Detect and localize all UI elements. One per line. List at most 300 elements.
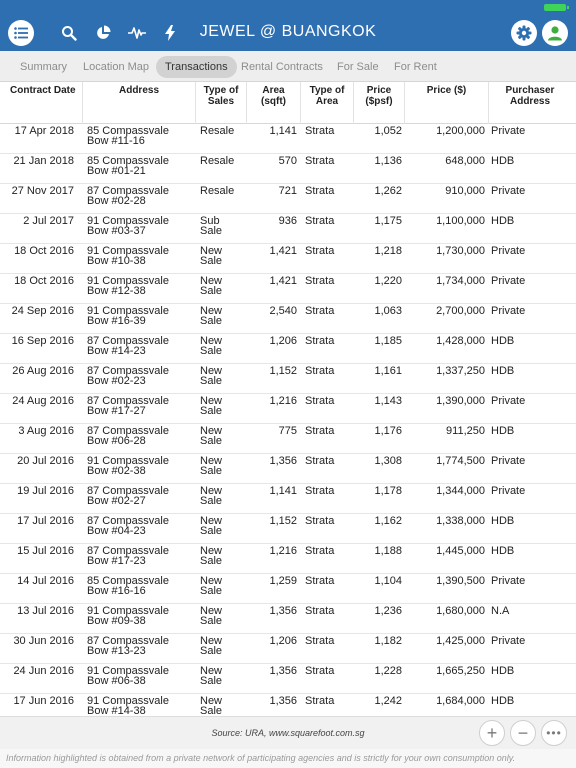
area-cell — [248, 276, 297, 286]
analytics-button[interactable] — [90, 20, 116, 46]
address-cell — [87, 426, 197, 446]
tab-location-map[interactable]: Location Map — [83, 61, 150, 73]
purchaser-address-cell-line: HDB — [491, 515, 515, 527]
contract-date-cell — [0, 636, 74, 646]
type-of-sales-cell — [200, 546, 244, 566]
address-cell-line: 91 Compassvale — [87, 275, 169, 287]
contract-date-cell-line: 27 Nov 2017 — [11, 185, 74, 197]
type-of-area-cell — [305, 156, 351, 166]
price-psf-cell-line: 1,228 — [374, 665, 402, 677]
type-of-sales-cell-line: Resale — [200, 125, 235, 137]
address-cell-line: Bow #14-23 — [87, 345, 146, 357]
column-header-area[interactable]: Area (sqft) — [247, 82, 301, 124]
address-cell-line: Bow #16-16 — [87, 585, 146, 597]
contract-date-cell — [0, 216, 74, 226]
price-cell-line: 1,425,000 — [436, 635, 485, 647]
area-cell-line: 1,356 — [269, 605, 297, 617]
price-cell — [405, 516, 485, 526]
price-psf-cell-line: 1,242 — [374, 695, 402, 707]
transactions-table[interactable] — [0, 124, 576, 716]
contract-date-cell-line: 13 Jul 2016 — [17, 605, 74, 617]
column-header-purchaser-address[interactable]: Purchaser Address — [505, 85, 555, 107]
type-of-area-cell — [305, 216, 351, 226]
price-cell — [405, 366, 485, 376]
price-cell-line: 1,428,000 — [436, 335, 485, 347]
area-cell-line: 1,356 — [269, 665, 297, 677]
table-row[interactable] — [0, 694, 576, 716]
purchaser-address-cell-line: Private — [491, 485, 526, 497]
contract-date-cell-line: 17 Apr 2018 — [14, 125, 74, 137]
price-cell-line: 1,100,000 — [436, 215, 485, 227]
address-cell-line: 91 Compassvale — [87, 455, 169, 467]
price-cell — [405, 126, 485, 136]
type-of-area-cell-line: Strata — [305, 455, 335, 467]
purchaser-address-cell — [491, 366, 571, 376]
address-cell-line: 87 Compassvale — [87, 365, 169, 377]
type-of-sales-cell — [200, 156, 244, 166]
purchaser-address-cell-line: HDB — [491, 155, 515, 167]
address-cell-line: 91 Compassvale — [87, 245, 169, 257]
area-cell-line: 1,206 — [269, 635, 297, 647]
user-icon — [547, 25, 563, 41]
column-header-price-psf[interactable]: Price ($psf) — [354, 82, 405, 124]
address-cell-line: 91 Compassvale — [87, 215, 169, 227]
address-cell — [87, 606, 197, 626]
type-of-area-cell — [305, 486, 351, 496]
contract-date-cell — [0, 516, 74, 526]
price-cell — [405, 246, 485, 256]
area-cell — [248, 126, 297, 136]
price-psf-cell-line: 1,161 — [374, 365, 402, 377]
area-cell — [248, 456, 297, 466]
address-cell — [87, 156, 197, 176]
table-row[interactable] — [0, 334, 576, 364]
price-psf-cell — [355, 306, 402, 316]
table-row[interactable] — [0, 424, 576, 454]
area-cell-line: 1,216 — [269, 545, 297, 557]
purchaser-address-cell — [491, 126, 571, 136]
type-of-sales-cell-line: New — [200, 545, 223, 557]
type-of-sales-cell — [200, 336, 244, 356]
area-cell — [248, 216, 297, 226]
type-of-area-cell — [305, 606, 351, 616]
type-of-sales-cell-line: Sale — [200, 405, 223, 417]
area-cell — [248, 666, 297, 676]
area-cell — [248, 696, 297, 706]
type-of-area-cell — [305, 336, 351, 346]
price-psf-cell — [355, 246, 402, 256]
address-cell-line: Bow #12-38 — [87, 285, 146, 297]
contract-date-cell-line: 16 Sep 2016 — [11, 335, 74, 347]
table-row[interactable] — [0, 514, 576, 544]
contract-date-cell — [0, 666, 74, 676]
price-cell — [405, 396, 485, 406]
contract-date-cell — [0, 246, 74, 256]
table-row[interactable] — [0, 544, 576, 574]
price-cell-line: 1,390,000 — [436, 395, 485, 407]
price-cell — [405, 546, 485, 556]
type-of-sales-cell-line: New — [200, 485, 223, 497]
type-of-area-cell — [305, 246, 351, 256]
address-cell — [87, 276, 197, 296]
purchaser-address-cell — [491, 156, 571, 166]
zoom-in-button[interactable]: + — [479, 720, 505, 746]
purchaser-address-cell-line: Private — [491, 185, 526, 197]
type-of-area-cell — [305, 546, 351, 556]
type-of-area-cell-line: Strata — [305, 245, 335, 257]
type-of-sales-cell — [200, 276, 244, 296]
type-of-sales-cell-line: Sale — [200, 375, 223, 387]
purchaser-address-cell-line: Private — [491, 575, 526, 587]
type-of-area-cell-line: Strata — [305, 275, 335, 287]
type-of-sales-cell-line: Sale — [200, 255, 223, 267]
purchaser-address-cell-line: Private — [491, 305, 526, 317]
table-row[interactable] — [0, 604, 576, 634]
contract-date-cell — [0, 156, 74, 166]
type-of-area-cell-line: Strata — [305, 335, 335, 347]
address-cell-line: Bow #06-38 — [87, 675, 146, 687]
type-of-sales-cell-line: Sale — [200, 585, 223, 597]
table-row[interactable] — [0, 664, 576, 694]
disclaimer — [0, 749, 576, 768]
type-of-area-cell — [305, 276, 351, 286]
area-cell-line: 1,152 — [269, 365, 297, 377]
contract-date-cell — [0, 306, 74, 316]
contract-date-cell — [0, 396, 74, 406]
purchaser-address-cell-line: HDB — [491, 335, 515, 347]
price-cell — [405, 486, 485, 496]
contract-date-cell — [0, 186, 74, 196]
contract-date-cell-line: 3 Aug 2016 — [18, 425, 74, 437]
price-psf-cell-line: 1,188 — [374, 545, 402, 557]
column-header-price[interactable]: Price ($) — [405, 82, 489, 124]
search-button[interactable] — [56, 20, 82, 46]
price-cell — [405, 456, 485, 466]
type-of-sales-cell-line: New — [200, 665, 223, 677]
type-of-sales-cell-line: New — [200, 245, 223, 257]
address-cell — [87, 546, 197, 566]
address-cell — [87, 126, 197, 146]
purchaser-address-cell — [491, 186, 571, 196]
type-of-sales-cell-line: Sale — [200, 645, 223, 657]
price-cell — [405, 426, 485, 436]
price-cell-line: 1,665,250 — [436, 665, 485, 677]
type-of-sales-cell-line: Sale — [200, 345, 223, 357]
type-of-sales-cell-line: New — [200, 365, 223, 377]
price-psf-cell — [355, 396, 402, 406]
column-header-address[interactable]: Address — [83, 82, 196, 124]
type-of-sales-cell-line: Sale — [200, 675, 223, 687]
price-psf-cell-line: 1,136 — [374, 155, 402, 167]
column-header-type-of-sales[interactable]: Type of Sales — [196, 82, 247, 124]
price-cell-line: 1,344,000 — [436, 485, 485, 497]
price-psf-cell — [355, 546, 402, 556]
type-of-sales-cell — [200, 606, 244, 626]
table-row[interactable] — [0, 124, 576, 154]
status-bar — [0, 0, 576, 14]
address-cell — [87, 216, 197, 236]
table-row[interactable] — [0, 364, 576, 394]
type-of-sales-cell-line: Sale — [200, 315, 223, 327]
purchaser-address-cell — [491, 666, 571, 676]
table-row[interactable] — [0, 394, 576, 424]
contract-date-cell — [0, 336, 74, 346]
price-cell — [405, 186, 485, 196]
price-cell-line: 911,250 — [446, 425, 485, 437]
type-of-sales-cell-line: New — [200, 305, 223, 317]
purchaser-address-cell-line: Private — [491, 635, 526, 647]
type-of-sales-cell-line: New — [200, 395, 223, 407]
area-cell — [248, 366, 297, 376]
price-cell — [405, 336, 485, 346]
profile-button[interactable] — [542, 20, 568, 46]
address-cell-line: 87 Compassvale — [87, 335, 169, 347]
address-cell-line: 87 Compassvale — [87, 635, 169, 647]
purchaser-address-cell-line: HDB — [491, 545, 515, 557]
price-cell-line: 1,390,500 — [436, 575, 485, 587]
area-cell-line: 1,259 — [269, 575, 297, 587]
area-cell — [248, 186, 297, 196]
type-of-area-cell — [305, 516, 351, 526]
price-psf-cell-line: 1,104 — [374, 575, 402, 587]
price-cell-line: 1,730,000 — [436, 245, 485, 257]
price-psf-cell — [355, 516, 402, 526]
purchaser-address-cell — [491, 576, 571, 586]
price-psf-cell-line: 1,182 — [374, 635, 402, 647]
tab-rental-contracts[interactable]: Rental Contracts — [241, 61, 323, 73]
type-of-sales-cell — [200, 696, 244, 716]
address-cell-line: Bow #01-21 — [87, 165, 146, 177]
contract-date-cell-line: 17 Jun 2016 — [13, 695, 74, 707]
price-cell-line: 1,680,000 — [436, 605, 485, 617]
address-cell — [87, 576, 197, 596]
contract-date-cell-line: 15 Jul 2016 — [17, 545, 74, 557]
price-psf-cell — [355, 606, 402, 616]
settings-button[interactable] — [511, 20, 537, 46]
type-of-area-cell — [305, 666, 351, 676]
area-cell-line: 1,206 — [269, 335, 297, 347]
type-of-sales-cell-line: New — [200, 335, 223, 347]
purchaser-address-cell — [491, 216, 571, 226]
price-cell-line: 1,338,000 — [436, 515, 485, 527]
area-cell-line: 1,141 — [269, 125, 297, 137]
table-row[interactable] — [0, 154, 576, 184]
type-of-area-cell-line: Strata — [305, 575, 335, 587]
address-cell-line: Bow #17-23 — [87, 555, 146, 567]
purchaser-address-cell-line: HDB — [491, 425, 515, 437]
type-of-area-cell-line: Strata — [305, 605, 335, 617]
type-of-area-cell — [305, 696, 351, 706]
table-row[interactable] — [0, 304, 576, 334]
area-cell — [248, 636, 297, 646]
purchaser-address-cell — [491, 336, 571, 346]
area-cell-line: 570 — [278, 155, 297, 167]
type-of-area-cell — [305, 396, 351, 406]
type-of-area-cell — [305, 126, 351, 136]
table-row[interactable] — [0, 634, 576, 664]
area-cell — [248, 546, 297, 556]
alerts-button[interactable] — [157, 20, 183, 46]
address-cell — [87, 456, 197, 476]
pie-chart-icon — [95, 25, 111, 41]
type-of-sales-cell — [200, 636, 244, 656]
type-of-area-cell-line: Strata — [305, 515, 335, 527]
address-cell-line: 87 Compassvale — [87, 425, 169, 437]
area-cell-line: 1,421 — [269, 275, 297, 287]
purchaser-address-cell — [491, 546, 571, 556]
address-cell-line: Bow #10-38 — [87, 255, 146, 267]
area-cell — [248, 336, 297, 346]
price-psf-cell-line: 1,176 — [374, 425, 402, 437]
address-cell-line: 87 Compassvale — [87, 545, 169, 557]
address-cell — [87, 186, 197, 206]
area-cell — [248, 516, 297, 526]
area-cell — [248, 486, 297, 496]
address-cell — [87, 336, 197, 356]
price-psf-cell — [355, 126, 402, 136]
address-cell-line: 91 Compassvale — [87, 665, 169, 677]
purchaser-address-cell-line: Private — [491, 395, 526, 407]
type-of-sales-cell — [200, 306, 244, 326]
type-of-sales-cell-line: New — [200, 605, 223, 617]
type-of-sales-cell-line: Sale — [200, 495, 223, 507]
price-cell-line: 1,200,000 — [436, 125, 485, 137]
type-of-sales-cell-line: New — [200, 515, 223, 527]
price-psf-cell-line: 1,143 — [374, 395, 402, 407]
area-cell-line: 1,356 — [269, 455, 297, 467]
purchaser-address-cell-line: Private — [491, 245, 526, 257]
tab-transactions[interactable]: Transactions — [156, 56, 237, 78]
price-cell — [405, 576, 485, 586]
price-cell — [405, 276, 485, 286]
contract-date-cell-line: 21 Jan 2018 — [13, 155, 74, 167]
contract-date-cell-line: 24 Aug 2016 — [12, 395, 74, 407]
price-psf-cell-line: 1,236 — [374, 605, 402, 617]
address-cell-line: 87 Compassvale — [87, 515, 169, 527]
price-psf-cell-line: 1,185 — [374, 335, 402, 347]
price-psf-cell — [355, 156, 402, 166]
contract-date-cell-line: 18 Oct 2016 — [14, 275, 74, 287]
price-cell — [405, 696, 485, 706]
price-cell-line: 1,684,000 — [436, 695, 485, 707]
area-cell-line: 1,356 — [269, 695, 297, 707]
contract-date-cell-line: 2 Jul 2017 — [23, 215, 74, 227]
address-cell — [87, 306, 197, 326]
contract-date-cell-line: 20 Jul 2016 — [17, 455, 74, 467]
area-cell-line: 1,216 — [269, 395, 297, 407]
type-of-area-cell — [305, 426, 351, 436]
address-cell — [87, 636, 197, 656]
price-psf-cell — [355, 366, 402, 376]
activity-button[interactable] — [124, 20, 150, 46]
type-of-area-cell-line: Strata — [305, 665, 335, 677]
table-header — [0, 82, 576, 124]
contract-date-cell — [0, 696, 74, 706]
tab-for-sale[interactable]: For Sale — [337, 61, 379, 73]
price-psf-cell-line: 1,162 — [374, 515, 402, 527]
contract-date-cell — [0, 486, 74, 496]
price-psf-cell-line: 1,220 — [374, 275, 402, 287]
price-psf-cell-line: 1,178 — [374, 485, 402, 497]
price-cell-line: 1,734,000 — [436, 275, 485, 287]
price-cell-line: 1,445,000 — [436, 545, 485, 557]
price-psf-cell — [355, 456, 402, 466]
table-row[interactable] — [0, 274, 576, 304]
price-cell — [405, 636, 485, 646]
menu-button[interactable] — [8, 20, 34, 46]
price-cell — [405, 216, 485, 226]
type-of-area-cell — [305, 306, 351, 316]
price-psf-cell-line: 1,308 — [374, 455, 402, 467]
purchaser-address-cell-line: Private — [491, 455, 526, 467]
type-of-sales-cell — [200, 216, 244, 236]
purchaser-address-cell — [491, 276, 571, 286]
table-row[interactable] — [0, 484, 576, 514]
table-row[interactable] — [0, 574, 576, 604]
address-cell-line: Bow #13-23 — [87, 645, 146, 657]
purchaser-address-cell — [491, 486, 571, 496]
column-header-type-of-area[interactable]: Type of Area — [301, 82, 354, 124]
address-cell-line: 85 Compassvale — [87, 125, 169, 137]
footer-bar — [0, 716, 576, 749]
page-title: JEWEL @ BUANGKOK — [199, 23, 377, 40]
purchaser-address-cell — [491, 246, 571, 256]
type-of-area-cell — [305, 636, 351, 646]
table-row[interactable] — [0, 454, 576, 484]
zoom-out-button[interactable]: − — [510, 720, 536, 746]
price-cell — [405, 156, 485, 166]
tab-summary[interactable]: Summary — [20, 61, 68, 73]
address-cell — [87, 666, 197, 686]
type-of-sales-cell-line: Sale — [200, 465, 223, 477]
area-cell-line: 721 — [278, 185, 297, 197]
type-of-sales-cell-line: New — [200, 425, 223, 437]
type-of-sales-cell — [200, 666, 244, 686]
price-psf-cell — [355, 636, 402, 646]
price-psf-cell — [355, 576, 402, 586]
type-of-sales-cell — [200, 576, 244, 596]
menu-icon — [14, 27, 28, 39]
type-of-sales-cell — [200, 516, 244, 536]
purchaser-address-cell-line: Private — [491, 125, 526, 137]
purchaser-address-cell — [491, 606, 571, 616]
type-of-sales-cell-line: Sale — [200, 705, 223, 716]
contract-date-cell-line: 19 Jul 2016 — [17, 485, 74, 497]
type-of-sales-cell-line: Sale — [200, 555, 223, 567]
address-cell — [87, 246, 197, 266]
area-cell-line: 1,152 — [269, 515, 297, 527]
purchaser-address-cell — [491, 696, 571, 706]
address-cell-line: Bow #04-23 — [87, 525, 146, 537]
type-of-area-cell-line: Strata — [305, 125, 335, 137]
tab-for-rent[interactable]: For Rent — [394, 61, 437, 73]
more-button[interactable]: ••• — [541, 720, 567, 746]
price-psf-cell — [355, 486, 402, 496]
table-row[interactable] — [0, 214, 576, 244]
table-row[interactable] — [0, 184, 576, 214]
price-cell — [405, 666, 485, 676]
contract-date-cell — [0, 606, 74, 616]
type-of-area-cell-line: Strata — [305, 305, 335, 317]
type-of-sales-cell — [200, 486, 244, 506]
type-of-area-cell-line: Strata — [305, 545, 335, 557]
address-cell-line: 85 Compassvale — [87, 575, 169, 587]
column-header-contract-date[interactable]: Contract Date — [0, 82, 83, 124]
table-row[interactable] — [0, 244, 576, 274]
type-of-area-cell-line: Strata — [305, 185, 335, 197]
address-cell-line: 91 Compassvale — [87, 695, 169, 707]
type-of-sales-cell-line: Resale — [200, 155, 235, 167]
